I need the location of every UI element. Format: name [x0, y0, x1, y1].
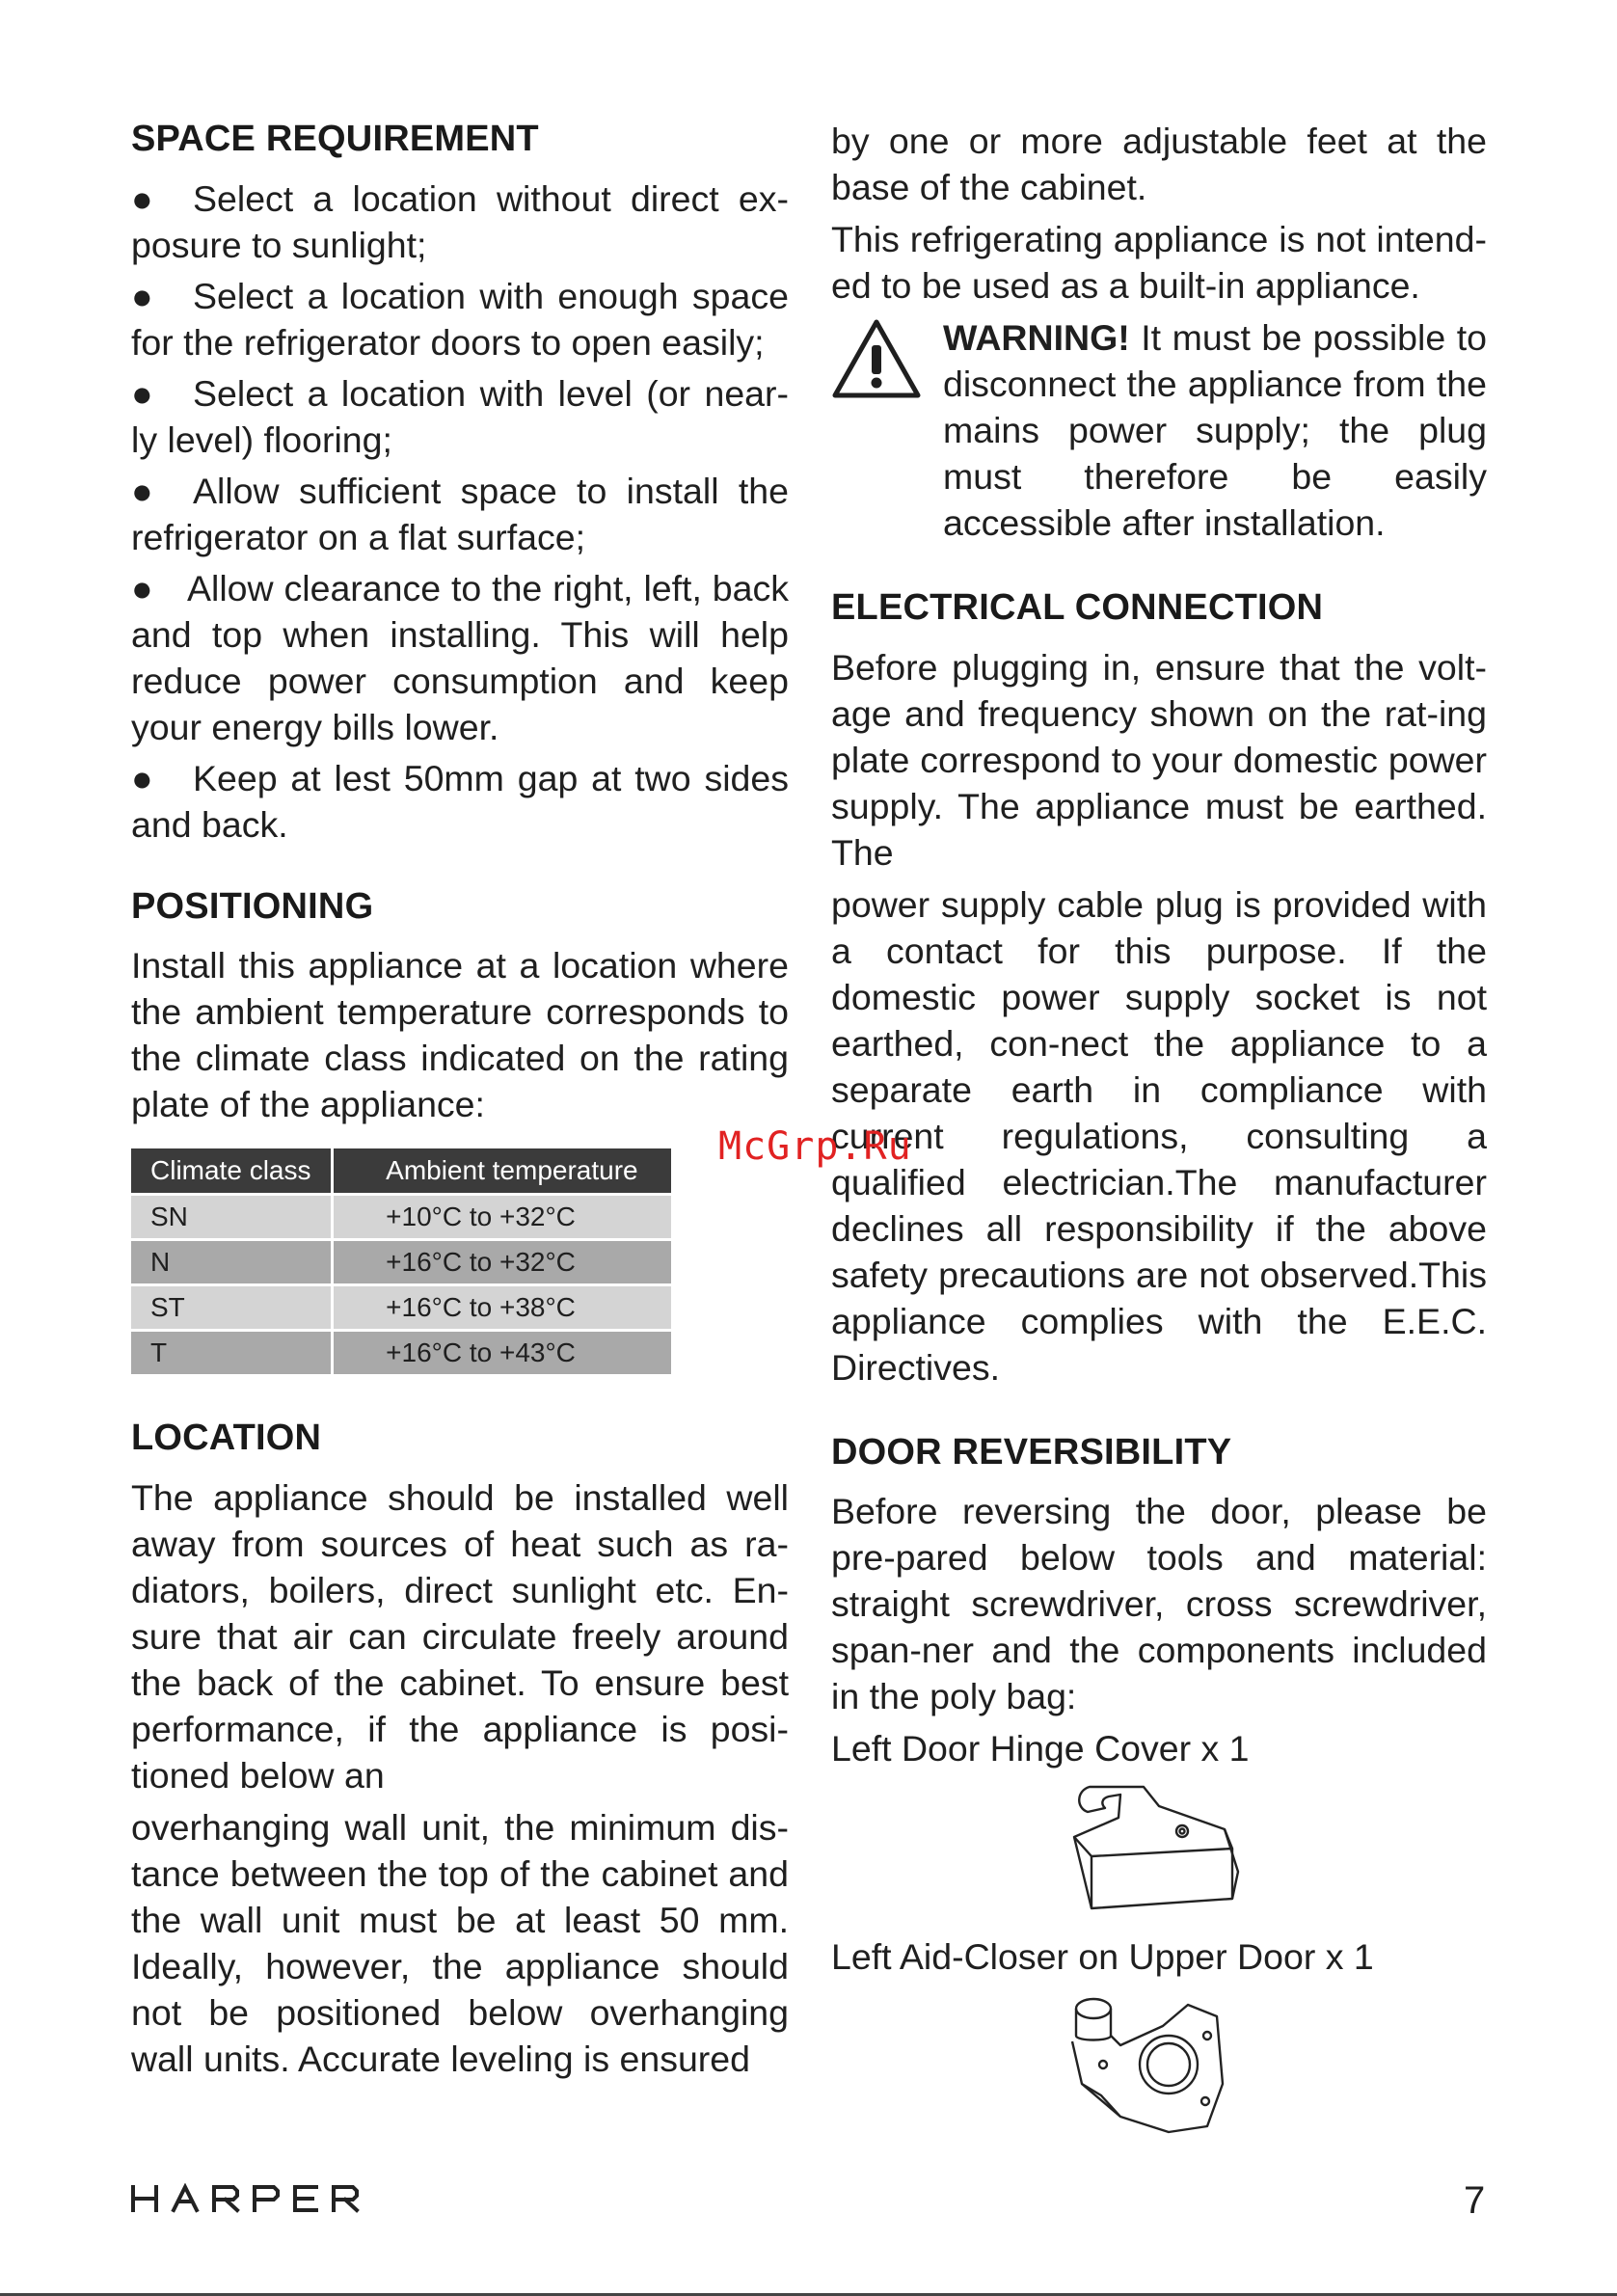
- climate-class-cell: N: [131, 1238, 334, 1283]
- warning-triangle-icon: [831, 318, 922, 399]
- page-number: 7: [1464, 2179, 1486, 2222]
- list-item: ● Allow clearance to the right, left, back and top when installing. This will help reduce power consumption and keep your energy bills lower.: [131, 565, 789, 750]
- list-item: ● Select a location with level (or near-ly level) flooring;: [131, 370, 789, 463]
- column-header-ambient-temperature: Ambient temperature: [334, 1148, 671, 1193]
- climate-class-table: [131, 1148, 671, 1374]
- column-header-climate-class: Climate class: [131, 1148, 334, 1193]
- warning-block: [831, 314, 1487, 546]
- positioning-text: Install this appliance at a location where the ambient temperature corresponds to the climate class indicated on the rating plate of the appliance:: [131, 945, 789, 1125]
- location-heading: LOCATION: [131, 1418, 322, 1459]
- part-label-aid-closer: Left Aid-Closer on Upper Door x 1: [831, 1936, 1374, 1978]
- electrical-connection-heading: ELECTRICAL CONNECTION: [831, 587, 1324, 628]
- bullet-icon: ●: [131, 470, 153, 511]
- hinge-cover-icon: [1063, 1779, 1246, 1914]
- table-row: [131, 1329, 671, 1374]
- climate-class-cell: SN: [131, 1193, 334, 1238]
- positioning-heading: POSITIONING: [131, 885, 374, 927]
- table-row: [131, 1193, 671, 1238]
- bullet-icon: ●: [131, 372, 153, 414]
- part-label-hinge-cover: Left Door Hinge Cover x 1: [831, 1728, 1250, 1769]
- left-column: [131, 118, 789, 2088]
- watermark: McGrp.Ru: [718, 1124, 912, 1169]
- continuation-paragraph: This refrigerating appliance is not intend-ed to be used as a built-in appliance.: [831, 219, 1487, 306]
- right-column: [831, 118, 1487, 2171]
- list-item: ● Select a location with enough space for the refrigerator doors to open easily;: [131, 273, 789, 365]
- harper-logo-icon: [129, 2183, 361, 2214]
- door-reversibility-heading: DOOR REVERSIBILITY: [831, 1431, 1232, 1472]
- bullet-icon: ●: [131, 177, 153, 219]
- temperature-cell: +16°C to +32°C: [334, 1238, 671, 1283]
- table-header-row: [131, 1148, 671, 1193]
- temperature-cell: +16°C to +43°C: [334, 1329, 671, 1374]
- aid-closer-icon: [1063, 1987, 1246, 2151]
- space-requirement-heading: SPACE REQUIREMENT: [131, 119, 539, 159]
- temperature-cell: +16°C to +38°C: [334, 1283, 671, 1329]
- location-paragraph: The appliance should be installed well away from sources of heat such as ra-diators, boilers, direct sunlight etc. En-sure that air can circulate freely around the back of the cabinet. To ensure best performance, if the appliance is posi-tioned below an: [131, 1476, 789, 1796]
- location-paragraph: overhanging wall unit, the minimum dis-tance between the top of the cabinet and the wall unit must be at least 50 mm. Ideally, however, the appliance should not be positioned below overhanging wall units. Accurate leveling is ensured: [131, 1806, 789, 2079]
- temperature-cell: +10°C to +32°C: [334, 1193, 671, 1238]
- bullet-icon: ●: [131, 567, 153, 608]
- climate-class-cell: ST: [131, 1283, 334, 1329]
- table-row: [131, 1283, 671, 1329]
- table-row: [131, 1238, 671, 1283]
- electrical-paragraph: power supply cable plug is provided with a contact for this purpose. If the domestic power supply socket is not earthed, con-nect the appliance to a separate earth in compliance with current regulations, consulting a qualified electrician.The manufacturer declines all responsibility if the above safety precautions are not observed.This appliance complies with the E.E.C. Directives.: [831, 883, 1487, 1388]
- bullet-icon: ●: [131, 275, 153, 316]
- list-item: ● Select a location without direct ex-posure to sunlight;: [131, 176, 789, 268]
- warning-label: WARNING!: [943, 317, 1130, 358]
- electrical-paragraph: Before plugging in, ensure that the volt-age and frequency shown on the rat-ing plate correspond to your domestic power supply. The appliance must be earthed. The: [831, 646, 1487, 873]
- climate-class-cell: T: [131, 1329, 334, 1374]
- door-reversibility-text: Before reversing the door, please be pre-pared below tools and material: straight screwdriver, cross screwdriver, span-ner and the components included in the poly bag:: [831, 1491, 1487, 1717]
- bullet-icon: ●: [131, 757, 153, 798]
- list-item: ● Allow sufficient space to install the refrigerator on a flat surface;: [131, 468, 789, 560]
- warning-text: It must be possible to disconnect the appliance from the mains power supply; the plug must therefore be easily accessible after installation.: [943, 317, 1487, 543]
- space-requirement-list: [131, 176, 789, 848]
- continuation-paragraph: by one or more adjustable feet at the base of the cabinet.: [831, 121, 1487, 207]
- list-item: ● Keep at lest 50mm gap at two sides and back.: [131, 755, 789, 848]
